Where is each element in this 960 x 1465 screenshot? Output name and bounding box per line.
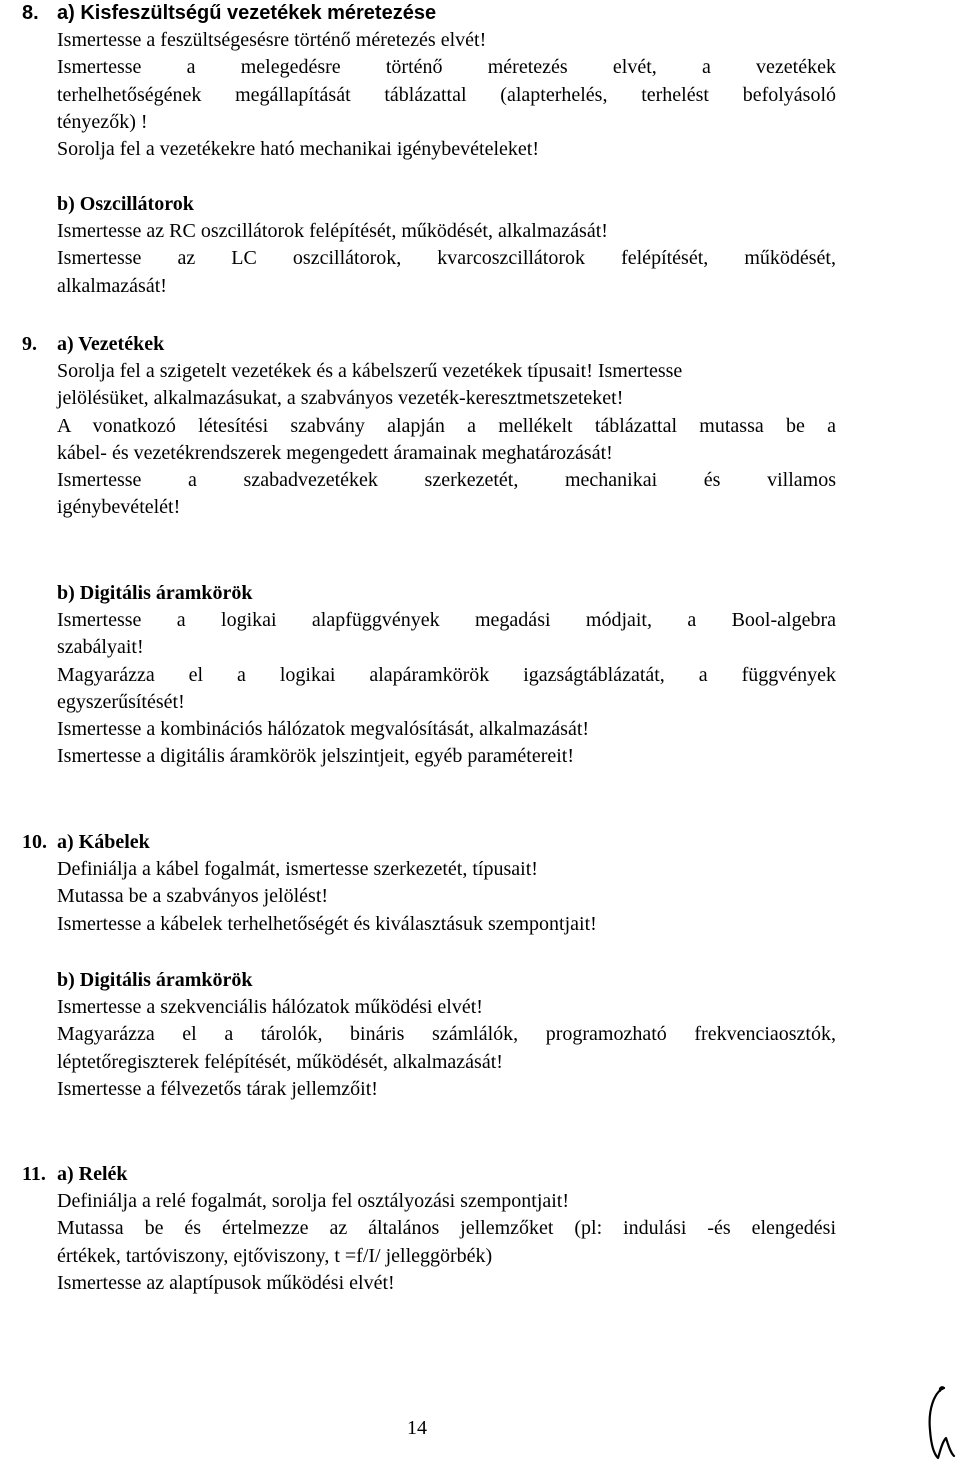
section-heading <box>22 1161 836 1187</box>
body-line: Ismertesse a melegedésre történő méretezés elvét, a vezetékek <box>57 56 836 79</box>
body-line: Sorolja fel a szigetelt vezetékek és a kábelszerű vezetékek típusait! Ismertesse <box>57 360 683 382</box>
section-number: 11. <box>22 1163 46 1185</box>
section-title: a) Relék <box>57 1163 128 1185</box>
body-line: A vonatkozó létesítési szabvány alapján a mellékelt táblázattal mutassa be a <box>57 414 836 437</box>
section-heading <box>22 580 836 606</box>
section-number: 8. <box>22 2 39 24</box>
body-line: Ismertesse a félvezetős tárak jellemzőit! <box>57 1077 378 1100</box>
body-line: terhelhetőségének megállapítását táblázattal (alapterhelés, terhelést befolyásoló <box>57 83 836 106</box>
body-line: Ismertesse a szekvenciális hálózatok működési elvét! <box>57 996 483 1018</box>
body-line: Definiálja a kábel fogalmát, ismertesse szerkezetét, típusait! <box>57 858 538 880</box>
section-title: a) Kábelek <box>57 831 150 853</box>
body-line: jelölésüket, alkalmazásukat, a szabványos vezeték-keresztmetszeteket! <box>57 387 624 410</box>
body-line: Definiálja a relé fogalmát, sorolja fel osztályozási szempontjait! <box>57 1190 570 1212</box>
section-10a <box>22 829 836 938</box>
body-line: alkalmazását! <box>57 274 167 297</box>
section-11a <box>22 1161 836 1297</box>
section-heading <box>22 967 836 993</box>
body-line: igénybevételét! <box>57 496 181 519</box>
body-line: tényezők) ! <box>57 110 148 133</box>
section-8a <box>22 0 836 163</box>
body-line: Ismertesse a szabadvezetékek szerkezetét, mechanikai és villamos <box>57 469 836 492</box>
section-title: a) Vezetékek <box>57 333 165 355</box>
body-line: Ismertesse a kombinációs hálózatok megvalósítását, alkalmazását! <box>57 718 590 741</box>
body-line: szabályait! <box>57 636 144 659</box>
section-title: b) Digitális áramkörök <box>57 582 253 604</box>
body-line: Ismertesse a kábelek terhelhetőségét és kiválasztásuk szempontjait! <box>57 912 597 935</box>
body-line: léptetőregiszterek felépítését, működését, alkalmazását! <box>57 1050 503 1073</box>
section-body <box>57 856 836 938</box>
section-body <box>57 218 836 300</box>
section-heading <box>22 331 836 357</box>
body-line: Ismertesse a feszültségesésre történő méretezés elvét! <box>57 29 487 51</box>
section-title: b) Digitális áramkörök <box>57 969 253 991</box>
section-number: 10. <box>22 831 47 853</box>
body-line: Mutassa be a szabványos jelölést! <box>57 885 329 908</box>
body-line: Magyarázza el a logikai alapáramkörök igazságtáblázatát, a függvények <box>57 663 836 686</box>
section-number: 9. <box>22 333 37 355</box>
body-line: Ismertesse a logikai alapfüggvények megadási módjait, a Bool-algebra <box>57 609 836 631</box>
body-line: Ismertesse az LC oszcillátorok, kvarcoszcillátorok felépítését, működését, <box>57 247 836 270</box>
section-heading <box>22 0 836 26</box>
body-line: Magyarázza el a tárolók, bináris számlálók, programozható frekvenciaosztók, <box>57 1023 836 1046</box>
section-title: a) Kisfeszültségű vezetékek méretezése <box>57 2 437 24</box>
section-body <box>57 27 836 163</box>
section-9b <box>22 580 836 771</box>
body-line: egyszerűsítését! <box>57 690 185 713</box>
body-line: kábel- és vezetékrendszerek megengedett áramainak meghatározását! <box>57 441 613 464</box>
section-9a <box>22 331 836 522</box>
body-line: értékek, tartóviszony, ejtőviszony, t =f/I/ jelleggörbék) <box>57 1244 493 1267</box>
section-heading <box>22 191 836 217</box>
section-heading <box>22 829 836 855</box>
section-body <box>57 607 836 771</box>
body-line: Ismertesse az alaptípusok működési elvét! <box>57 1271 395 1294</box>
section-title: b) Oszcillátorok <box>57 193 194 215</box>
body-line: Ismertesse az RC oszcillátorok felépítését, működését, alkalmazását! <box>57 220 608 242</box>
body-line: Ismertesse a digitális áramkörök jelszintjeit, egyéb paramétereit! <box>57 745 575 768</box>
section-8b <box>22 191 836 300</box>
section-body <box>57 1188 836 1297</box>
section-body <box>57 994 836 1103</box>
section-body <box>57 358 836 522</box>
body-line: Mutassa be és értelmezze az általános jellemzőket (pl: indulási -és elengedési <box>57 1217 836 1240</box>
section-10b <box>22 967 836 1103</box>
page-number: 14 <box>407 1417 427 1439</box>
body-line: Sorolja fel a vezetékekre ható mechanikai igénybevételeket! <box>57 138 539 161</box>
handwritten-signature <box>922 1382 958 1462</box>
